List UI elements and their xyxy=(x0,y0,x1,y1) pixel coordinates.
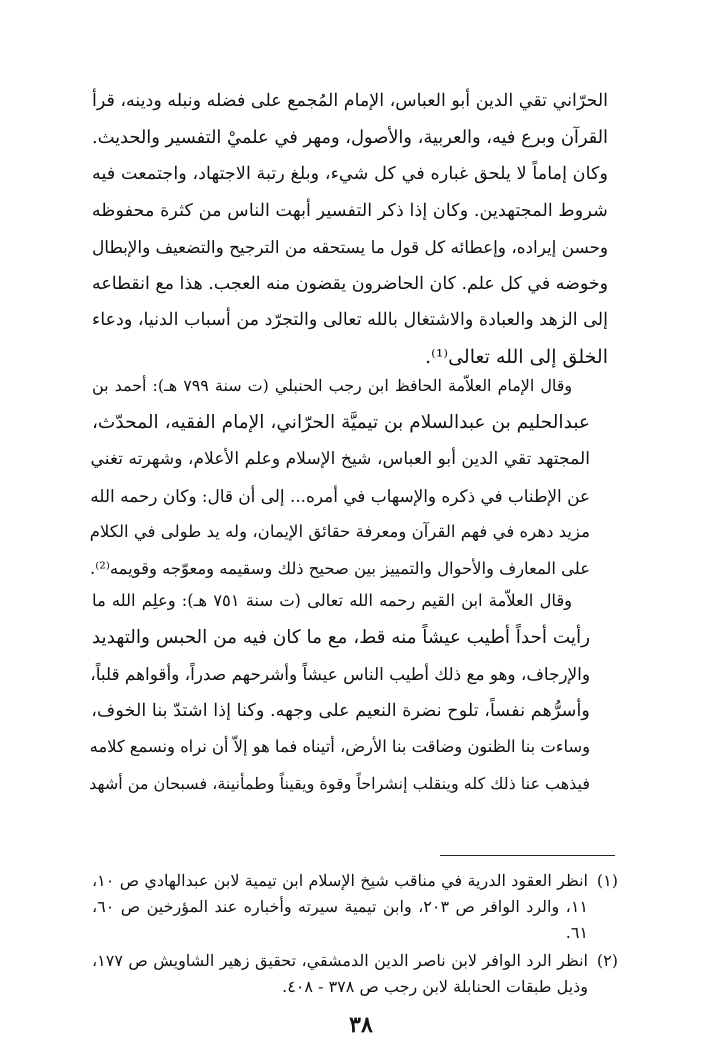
text-line: إلى الزهد والعبادة والاشتغال بالله تعالى والتجرّد من أسباب الدنيا، ودعاء xyxy=(92,310,608,330)
footnote xyxy=(92,868,618,946)
text-line: القرآن وبرع فيه، والعربية، والأصول، ومهر في علميْ التفسير والحديث. xyxy=(92,126,608,148)
footnote-number: (٢) xyxy=(596,951,618,970)
text-line: الخلق إلى الله تعالى⁽¹⁾. xyxy=(425,345,608,368)
paragraph-1 xyxy=(92,83,608,375)
footnote-number: (١) xyxy=(596,871,618,890)
footnotes xyxy=(92,868,618,1002)
text-line: وأسرُّهم نفساً، تلوح نضرة النعيم على وجهه. وكنا إذا اشتدّ بنا الخوف، xyxy=(91,700,590,721)
text-line: وقال العلاّمة ابن القيم رحمه الله تعالى (ت سنة ٧٥١ هـ): وعلِم الله ما xyxy=(92,591,572,610)
text-line: وحسن إيراده، وإعطائه كل قول ما يستحقه من الترجيح والتضعيف والإبطال xyxy=(92,237,608,257)
footnote-separator xyxy=(440,855,615,856)
text-line: على المعارف والأحوال والتمييز بين صحيح ذلك وسقيمه ومعوّجه وقويمه⁽²⁾. xyxy=(90,558,590,578)
text-line: عبدالحليم بن عبدالسلام بن تيميَّة الحرّاني، الإمام الفقيه، المحدّث، xyxy=(91,411,590,433)
text-line: عن الإطناب في ذكره والإسهاب في أمره... إلى أن قال: وكان رحمه الله xyxy=(90,485,590,506)
text-line: وخوضه في كل علم. كان الحاضرون يقضون منه العجب. هذا مع انقطاعه xyxy=(92,273,608,294)
text-line: وقال الإمام العلاّمة الحافظ ابن رجب الحنبلي (ت سنة ٧٩٩ هـ): أحمد بن xyxy=(92,376,572,395)
page-number: ٣٨ xyxy=(349,1012,373,1038)
text-line: رأيت أحداً أطيب عيشاً منه قط، مع ما كان فيه من الحبس والتهديد xyxy=(91,626,590,648)
footnote xyxy=(92,948,618,1000)
text-line: الحرّاني تقي الدين أبو العباس، الإمام المُجمع على فضله ونبله ودينه، قرأ xyxy=(92,91,608,111)
text-line: فيذهب عنا ذلك كله وينقلب إنشراحاً وقوة ويقيناً وطمأنينة، فسبحان من أشهد xyxy=(89,773,590,793)
paragraph-3 xyxy=(89,583,608,802)
paragraph-2 xyxy=(89,368,608,587)
text-line: وكان إماماً لا يلحق غباره في كل شيء، وبلغ رتبة الاجتهاد، واجتمعت فيه xyxy=(92,164,608,184)
text-line: المجتهد تقي الدين أبو العباس، شيخ الإسلام وعلم الأعلام، وشهرته تغني xyxy=(90,449,590,469)
text-line: وساءت بنا الظنون وضاقت بنا الأرض، أتيناه فما هو إلاّ أن نراه ونسمع كلامه xyxy=(89,737,590,756)
footnote-text: انظر العقود الدرية في مناقب شيخ الإسلام ابن تيمية لابن عبدالهادي ص ١٠، ١١، والرد الوافر ص ٢٠٣، وابن تيمية سيرته وأخباره عند المؤرخين ص ٦٠، ٦١. xyxy=(92,871,588,942)
text-line: مزيد دهره في فهم القرآن ومعرفة حقائق الإيمان، وله يد طولى في الكلام xyxy=(89,522,590,541)
text-line: والإرجاف، وهو مع ذلك أطيب الناس عيشاً وأشرحهم صدراً، وأقواهم قلباً، xyxy=(90,664,590,684)
text-line: شروط المجتهدين. وكان إذا ذكر التفسير أبهت الناس من كثرة محفوظه xyxy=(91,200,608,221)
footnote-text: انظر الرد الوافر لابن ناصر الدين الدمشقي، تحقيق زهير الشاويش ص ١٧٧، وذيل طبقات الحنابلة لابن رجب ص ٣٧٨ - ٤٠٨. xyxy=(92,951,588,996)
